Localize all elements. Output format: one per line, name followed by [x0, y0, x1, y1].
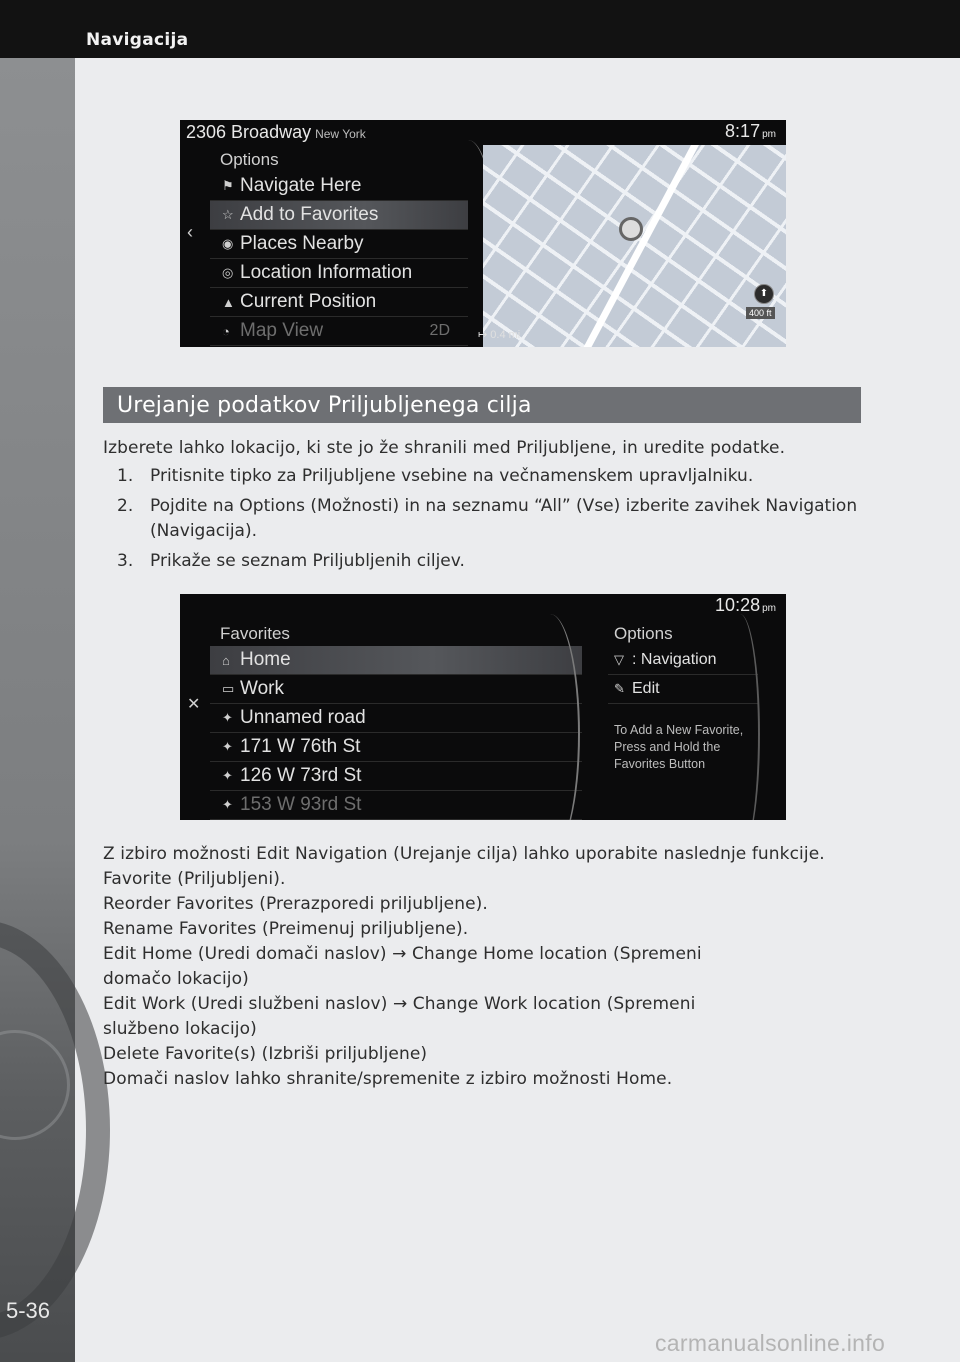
back-chevron-icon[interactable]: ‹	[187, 222, 193, 242]
step-number: 1.	[117, 466, 134, 486]
zoom-scale-badge: 400 ft	[746, 307, 775, 319]
menu-item-add-to-favorites[interactable]	[210, 201, 468, 230]
map-view[interactable]	[483, 145, 786, 347]
clock	[725, 121, 776, 142]
checkered-flag-icon: ⚑	[222, 178, 234, 193]
text-line: domačo lokacijo)	[103, 969, 249, 989]
text-line: Favorite (Priljubljeni).	[103, 869, 286, 889]
star-add-icon: ☆	[222, 207, 234, 222]
clock-time: 10:28	[715, 595, 761, 615]
option-label: : Navigation	[632, 651, 717, 668]
favorite-label: Unnamed road	[240, 707, 366, 728]
step-text: Pojdite na Options (Možnosti) in na seznamu “All” (Vse) izberite zavihek Navigation (Navigacija).	[150, 496, 858, 541]
favorite-label: 171 W 76th St	[240, 736, 361, 757]
text-line: Domači naslov lahko shranite/spremenite z izbiro možnosti Home.	[103, 1069, 673, 1089]
screenshot-options-menu	[180, 120, 786, 347]
pin-icon: ✦	[222, 768, 233, 783]
map-road-broadway	[568, 145, 706, 347]
text-line: Edit Home (Uredi domači naslov) → Change Home location (Spremeni	[103, 944, 702, 964]
page-header-bar	[0, 0, 960, 58]
options-title: Options	[614, 624, 673, 643]
clock	[715, 595, 776, 616]
pin-icon: ✦	[222, 739, 233, 754]
text-line: službeno lokacijo)	[103, 1019, 257, 1039]
menu-item-label: Current Position	[240, 291, 377, 312]
current-address	[186, 122, 366, 143]
screenshot-favorites-list	[180, 594, 786, 820]
menu-item-map-view[interactable]	[210, 317, 468, 346]
option-label: Edit	[632, 680, 660, 697]
text-line: Z izbiro možnosti Edit Navigation (Urejanje cilja) lahko uporabite naslednje funkcije.	[103, 844, 825, 864]
page-number: 5-36	[6, 1298, 51, 1323]
location-pin-icon	[619, 217, 643, 241]
menu-item-location-information[interactable]	[210, 259, 468, 288]
functions-text	[103, 842, 873, 1092]
map-scale-value: 0.4 mi	[490, 329, 521, 341]
map-view-icon: ◔	[222, 323, 230, 339]
favorite-label: 126 W 73rd St	[240, 765, 362, 786]
options-menu	[210, 172, 468, 346]
clock-suffix: pm	[762, 603, 776, 614]
intro-paragraph: Izberete lahko lokacijo, ki ste jo že shranili med Priljubljene, in uredite podatke.	[103, 438, 786, 458]
step-number: 2.	[117, 496, 134, 516]
menu-item-label: Add to Favorites	[240, 204, 379, 225]
home-icon: ⌂	[222, 652, 230, 668]
menu-item-label: Navigate Here	[240, 175, 362, 196]
clock-time: 8:17	[725, 121, 761, 141]
favorite-label: Work	[240, 678, 284, 699]
compass-icon[interactable]: ⬆	[754, 284, 774, 304]
places-icon: ◉	[222, 236, 234, 251]
address-street: 2306 Broadway	[186, 122, 312, 142]
clock-suffix: pm	[762, 129, 776, 140]
menu-item-places-nearby[interactable]	[210, 230, 468, 259]
pencil-icon: ✎	[614, 681, 625, 696]
address-city: New York	[315, 127, 366, 141]
menu-item-current-position[interactable]	[210, 288, 468, 317]
favorite-label: 153 W 93rd St	[240, 794, 362, 815]
close-icon[interactable]: ✕	[187, 696, 201, 713]
options-divider-arc	[720, 614, 760, 820]
step-text: Pritisnite tipko za Priljubljene vsebine na večnamenskem upravljalniku.	[150, 466, 754, 486]
menu-item-label: Places Nearby	[240, 233, 364, 254]
options-title: Options	[220, 150, 279, 169]
text-line: Edit Work (Uredi službeni naslov) → Change Work location (Spremeni	[103, 994, 696, 1014]
favorite-label: Home	[240, 649, 291, 670]
location-info-icon: ◎	[222, 265, 234, 280]
chapter-title: Navigacija	[86, 30, 189, 50]
text-line: Reorder Favorites (Prerazporedi priljubljene).	[103, 894, 488, 914]
position-arrow-icon: ▲	[222, 294, 235, 310]
section-heading: Urejanje podatkov Priljubljenega cilja	[103, 387, 861, 423]
step-item	[103, 494, 873, 544]
map-scale: ↦ 0.4 mi	[478, 329, 521, 341]
pin-icon: ✦	[222, 710, 233, 725]
briefcase-icon: ▭	[222, 681, 235, 696]
text-line: Rename Favorites (Preimenuj priljubljene).	[103, 919, 469, 939]
watermark-text: carmanualsonline.info	[655, 1330, 886, 1356]
pin-icon: ✦	[222, 797, 233, 812]
step-number: 3.	[117, 551, 134, 571]
step-text: Prikaže se seznam Priljubljenih ciljev.	[150, 551, 465, 571]
text-line: Delete Favorite(s) (Izbriši priljubljene)	[103, 1044, 428, 1064]
step-item	[103, 549, 873, 574]
filter-icon: ▽	[614, 652, 624, 667]
menu-item-label: Location Information	[240, 262, 413, 283]
favorites-title: Favorites	[220, 624, 290, 643]
steps-list	[103, 464, 873, 579]
menu-item-navigate-here[interactable]	[210, 172, 468, 201]
list-divider-arc	[520, 614, 580, 820]
map-view-value: 2D	[429, 322, 450, 339]
menu-item-label: Map View	[240, 320, 324, 341]
step-item	[103, 464, 873, 489]
add-favorite-hint: To Add a New Favorite, Press and Hold the Favorites Button	[614, 723, 744, 771]
